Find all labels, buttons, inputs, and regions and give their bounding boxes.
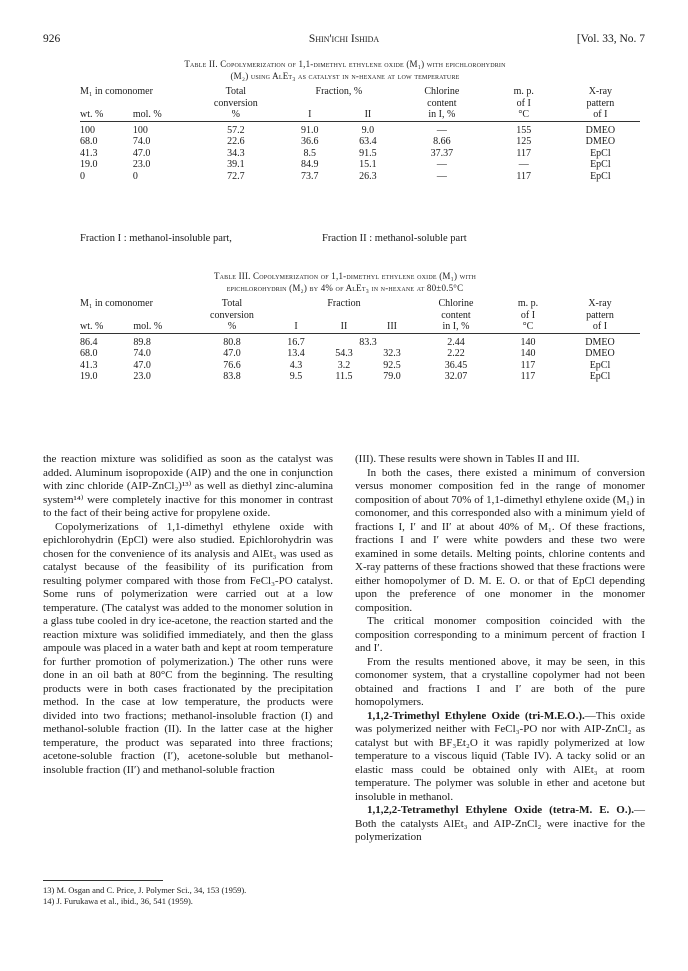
left-paragraph-2: Copolymerizations of 1,1-dimethyl ethylene oxide with epichlorohydrin (EpCl) were also studied. Epichlorohydrin was chosen for the convenience of its analysis and AlEt₃ was used as catalyst because of the feasibility of its purification from resulting polymer compared with those from FeCl₃-PO catalyst. Some runs of polymerization were carried out at a low temperature. (The catalyst was added to the monomer solution in a glass tube cooled in dry ice-acetone, the reaction started and the reaction mixture was solidified immediately, and then the glass ampoule was placed in a water bath and kept at room temperature for further promotion of polymerization.) The other runs were done in an oil bath at 80°C from the beginning. The resulting products were in both cases fractionated by the precipitation method. In the case at low temperature, the products were divided into two fractions; methanol-insoluble fraction (I) and methanol-soluble fraction (II). In the latter case at the higher temperature, the product was separated into three fractions; acetone-soluble fraction (I′), acetone-soluble but methanol-insoluble fraction (II′) and methanol-soluble fraction [43,520,333,776]
table-row: 19.0 23.0 39.1 84.9 15.1 — — EpCl [80,159,611,170]
table-row: 41.3 47.0 76.6 4.3 3.2 92.5 36.45 117 EpCl [80,359,611,371]
t3-h-xray: X-ray [588,298,612,309]
running-author: Shin'ichi Ishida [308,33,380,45]
t3-h-content: content [441,309,471,321]
section-heading-tri-meo: 1,1,2-Trimethyl Ethylene Oxide (tri-M.E.O.). [367,709,585,722]
table2-note-1: Fraction I : methanol-insoluble part, [80,233,232,244]
t2-h-fraction: Fraction, % [315,86,363,97]
section-body-tri-meo: —This oxide was polymerized neither with FeCl₃-PO nor with AIP-ZnCl₂ as catalyst but with BF₃Et₂O it was rapidly polymerized at low temperature to a viscous liquid (Table IV). A tacky solid or an elastic mass could be obtained only with AlEt₃ at room temperature. The polymer was soluble in ether and acetone but insoluble in methanol. [355,709,645,803]
t2-h-m1: M₁ in comonomer [80,86,153,97]
table-row: 100 100 57.2 91.0 9.0 — 155 DMEO [80,124,616,136]
right-paragraph-6 [355,804,645,845]
t3-h-chlorine: Chlorine [438,298,474,309]
right-paragraph-3: The critical monomer composition coincided with the composition corresponding to a minimum percent of fraction I and I′. [355,615,645,654]
table3-caption [90,270,600,294]
footnotes [43,885,333,907]
table2-caption-line1: Table II. Copolymerization of 1,1-dimethyl ethylene oxide (M₁) with epichlorohydrin [184,59,506,69]
t3-h-f1: I [294,321,298,332]
t3-h-ofI: of I [592,321,608,332]
t3-h-mol: mol. % [133,321,163,332]
t3-h-pattern: pattern [586,309,614,321]
page-header [43,33,645,47]
t3-h-m1: M₁ in comonomer [80,298,153,309]
t3-h-degc: °C [522,321,534,332]
t3-h-f2: II [340,321,348,332]
t3-h-f3: III [386,321,397,332]
table-row: 0 0 72.7 73.7 26.3 — 117 EpCl [80,170,611,182]
table-row: 19.0 23.0 83.8 9.5 11.5 79.0 32.07 117 EpCl [80,371,611,382]
t2-h-chlorine: Chlorine [424,86,460,97]
table2-note-2: Fraction II : methanol-soluble part [322,233,467,244]
t2-h-pct: % [231,109,240,120]
t3-h-in1: in I, % [442,321,470,332]
table-row: 41.3 47.0 34.3 8.5 91.5 37.37 117 EpCl [80,147,611,159]
t2-h-mp: m. p. [513,86,534,97]
table3-caption-line2: epichlorohydrin (M₂) by 4% of AlEt₃ in n-hexane at 80±0.5°C [226,283,464,293]
t3-h-of1: of I [520,309,536,321]
t2-h-degc: °C [518,109,530,120]
table3 [80,298,640,383]
t2-h-f2: II [364,109,372,120]
t2-h-content: content [427,97,457,109]
t3-h-pct: % [227,321,237,332]
right-paragraph-5 [355,710,645,805]
t2-h-pattern: pattern [586,97,615,109]
t3-h-mp: m. p. [517,298,539,309]
t3-h-total: Total [221,298,243,309]
t3-h-fraction: Fraction [327,298,361,309]
t2-h-f1: I [308,109,312,120]
table-row: 68.0 74.0 22.6 36.6 63.4 8.66 125 DMEO [80,136,616,147]
table-row: 86.4 89.8 80.8 16.7 83.3 2.44 140 DMEO [80,336,615,348]
t2-h-total: Total [225,86,247,97]
t3-h-conversion: conversion [210,309,254,321]
left-paragraph-1: the reaction mixture was solidified as soon as the catalyst was added. Aluminum isopropoxide (AIP) and the one in conjunction with zinc chloride (AIP-ZnCl₂)¹³⁾ as well as diethyl zinc-alumina system¹⁴⁾ were completely inactive for this monomer in contrast to the fact of their being active for propylene oxide. [43,453,333,519]
footnote-13: 13) M. Osgan and C. Price, J. Polymer Sci., 34, 153 (1959). [43,885,247,895]
t2-h-ofI: of I [593,109,608,120]
t2-h-wt: wt. % [80,109,104,120]
section-body-tetra-meo: — Both the catalysts AlEt₃ and AIP-ZnCl₂ were inactive for the polymerization [355,804,645,843]
page-number: 926 [43,33,61,45]
left-column [43,453,333,777]
footnote-14: 14) J. Furukawa et al., ibid., 36, 541 (1959). [43,896,193,906]
t3-h-wt: wt. % [80,321,104,332]
t2-h-of1: of I [516,97,531,109]
table2-caption-line2: (M₂) using AlEt₃ as catalyst in n-hexane at low temperature [230,71,460,81]
t2-h-in1: in I, % [428,109,456,120]
table3-caption-line1: Table III. Copolymerization of 1,1-dimethyl ethylene oxide (M₁) with [213,271,477,281]
footnote-divider [43,880,163,881]
right-paragraph-4: From the results mentioned above, it may be seen, in this comonomer system, that a crystalline copolymer had not been obtained and fractions I and I′ are both of the pure homopolymers. [355,655,645,708]
t2-h-mol: mol. % [132,109,162,120]
right-paragraph-1: (III). These results were shown in Tables II and III. [355,453,580,465]
t2-h-xray: X-ray [588,86,613,97]
section-heading-tetra-meo: 1,1,2,2-Tetramethyl Ethylene Oxide (tetra-M. E. O.). [367,804,634,816]
right-paragraph-2: In both the cases, there existed a minimum of conversion versus monomer composition fed in the range of monomer composition of about 70% of 1,1-dimethyl ethylene oxide (M₁) in comonomer, and this corresponded also with a minimum yield of fractions I, I′ and II′ at about 40% of M₁. Of these fractions, fractions I and I′ were white powders and these two were examined in some details. Melting points, chlorine contents and X-ray patterns of these fractions showed that these fractions were either homopolymer of D. M. E. O. or that of EpCl depending upon the preference of one monomer in the monomer composition. [355,466,645,614]
table-row: 68.0 74.0 47.0 13.4 54.3 32.3 2.22 140 DMEO [80,348,615,359]
table2 [80,86,640,182]
volume-info: [Vol. 33, No. 7 [576,33,645,45]
t2-h-conversion: conversion [213,97,258,109]
table2-caption [55,58,635,82]
right-column [355,453,645,845]
